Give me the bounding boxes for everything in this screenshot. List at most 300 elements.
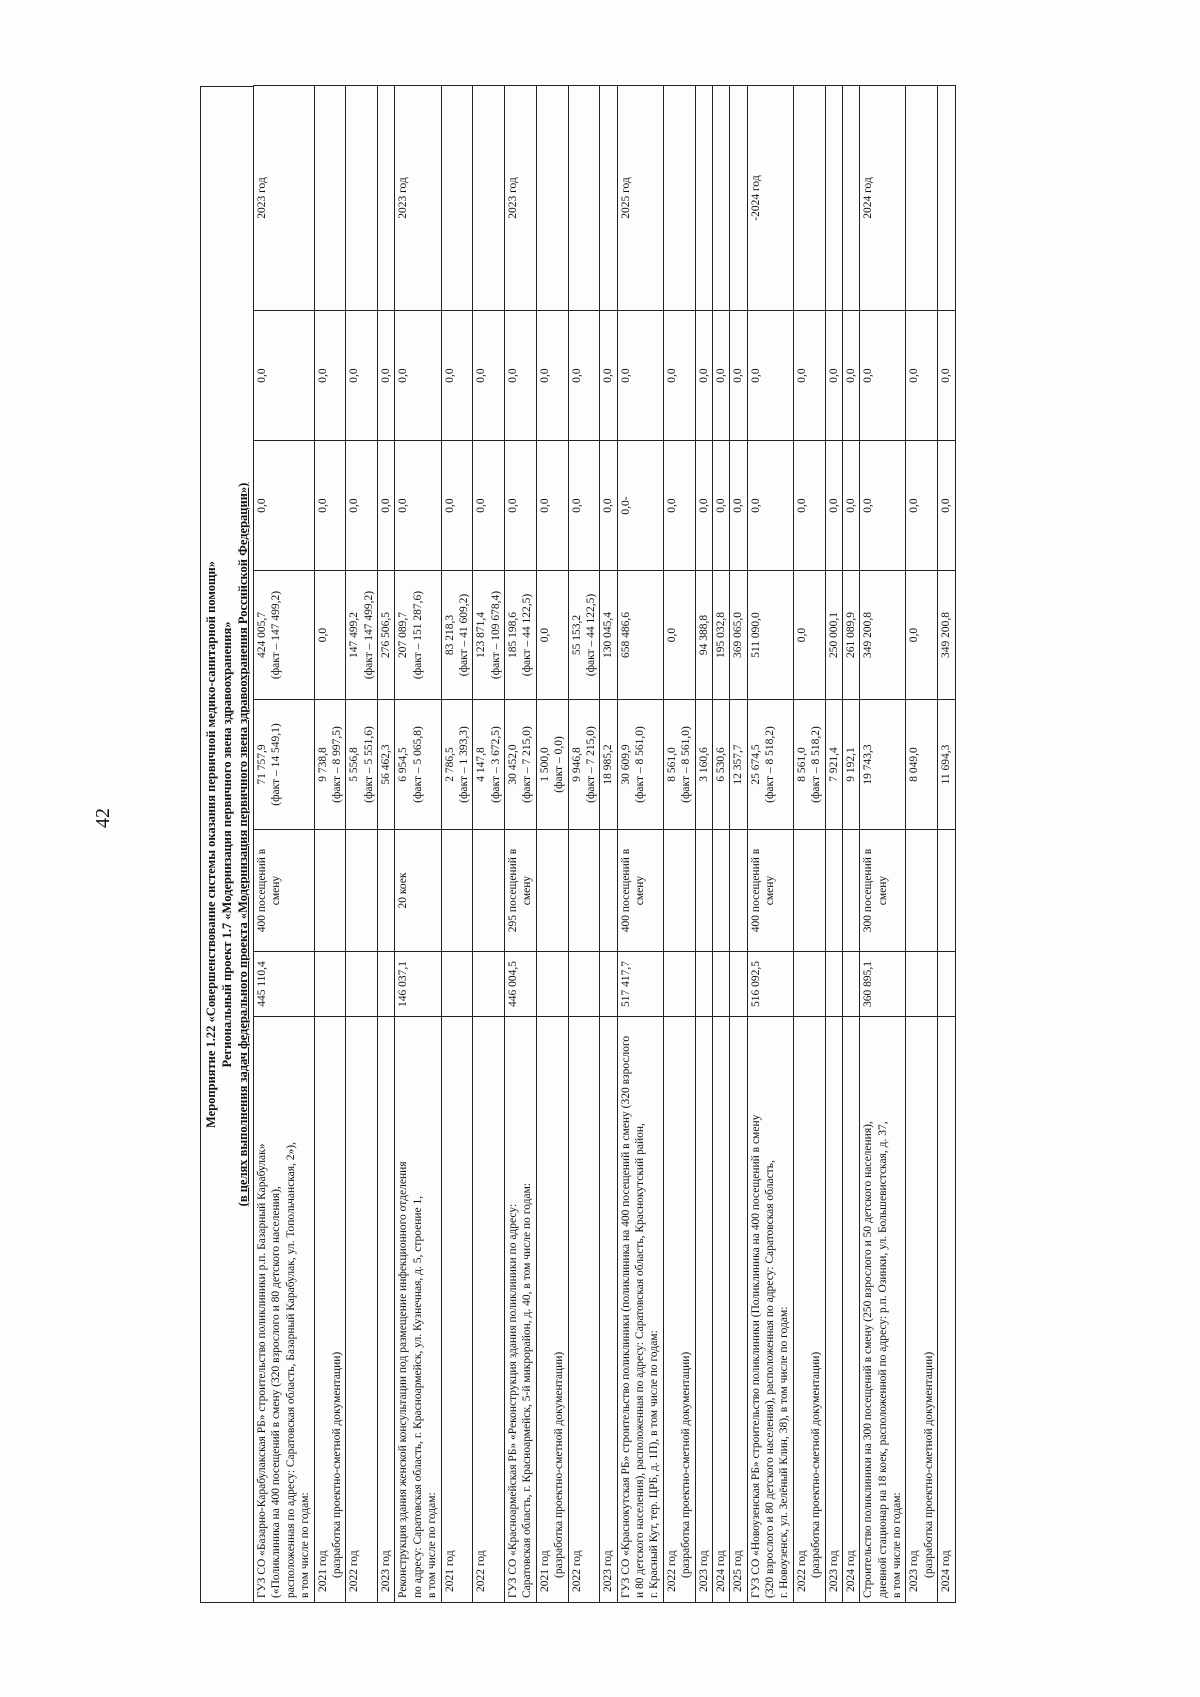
cell-c2 [473,571,505,700]
row-label: 2021 год [316,1550,329,1592]
cell-c2 [600,571,617,700]
cell-c3 [825,441,842,571]
cell-c3 [568,441,600,571]
cell-total [536,952,568,1017]
cell-capacity [842,830,859,952]
row-label: Реконструкция здания женской консультации под размещение инфекционного отделения по адресу: Саратовская область, г. Красноармейск, ул. Кузнечная, д. 5, строение 1, в том числе по годам: [397,1161,439,1598]
value-c1: 25 674,5 [749,744,762,785]
value-c3: 0,0 [862,498,875,513]
value-c2: 130 045,4 [602,612,615,658]
value-year: 2023 год [397,177,410,219]
cell-c4 [695,311,712,441]
cell-capacity [378,830,395,952]
value-c2: 0,0 [316,627,329,643]
table-row [378,86,395,1603]
cell-name [473,1017,505,1603]
activity-title: Мероприятие 1.22 «Совершенствование системы оказания первичной медико-санитарной помощи» [204,561,218,1128]
value-year: 2024 год [862,177,875,219]
fact-c1: (факт – 3 672,5) [489,726,502,803]
regional-project-title: Региональный проект 1.7 «Модернизация первичного звена здравоохранения» [220,621,234,1068]
value-c1: 8 561,0 [795,747,808,782]
table-row [536,86,568,1603]
cell-c4 [906,311,938,441]
value-c4: 0,0 [714,368,727,383]
value-c3: 0,0 [714,498,727,513]
value-c4: 0,0 [507,368,519,383]
cell-c2 [314,571,346,700]
value-c4: 0,0 [256,368,268,383]
cell-capacity [600,830,617,952]
page-number: 42 [92,808,114,828]
cell-year [860,86,906,311]
cell-name [793,1017,825,1603]
row-label: 2025 год [732,1550,745,1592]
cell-total [842,952,859,1017]
cell-name [346,1017,378,1603]
row-label: 2023 год [827,1550,840,1592]
cell-capacity [505,830,537,952]
row-label: 2022 год [570,1550,583,1592]
value-year: -2024 год [749,175,762,221]
fact-c1: (факт – 8 997,5) [330,726,343,803]
value-c2: 261 089,9 [844,612,857,658]
value-total: 360 895,1 [862,961,875,1007]
cell-c1 [346,700,378,830]
fact-c1: (факт – 7 215,0) [521,726,534,803]
cell-c2 [938,571,955,700]
value-c1: 71 757,9 [256,744,268,785]
cell-c1 [568,700,600,830]
cell-total [505,952,537,1017]
cell-total [441,952,473,1017]
cell-total [695,952,712,1017]
cell-c1 [395,700,441,830]
cell-c2 [730,571,747,700]
value-c2: 0,0 [665,627,678,643]
value-c2: 55 153,2 [570,614,583,656]
row-label: Строительство поликлиники на 300 посещений в смену (250 взрослого и 50 детского населения), дневной стационар на 18 коек, расположенной по адресу: р.п. Озинки, ул. Большевистская, д. 37, в том числе по годам: [862,1121,903,1598]
cell-capacity [712,830,729,952]
value-c2: 349 200,8 [940,612,953,658]
cell-c1 [712,700,729,830]
value-c4: 0,0 [602,368,615,383]
cell-total [712,952,729,1017]
cell-c3 [712,441,729,571]
cell-name [825,1017,842,1603]
row-label: 2024 год [940,1550,953,1592]
row-label: 2022 год [348,1550,361,1592]
fact-c2: (факт – 44 122,5) [584,593,597,677]
cell-c3 [730,441,747,571]
value-capacity: 300 посещений в смену [862,848,889,933]
cell-c1 [600,700,617,830]
cell-name [378,1017,395,1603]
value-c3: 0,0 [749,498,762,513]
cell-c2 [712,571,729,700]
value-c3: 0,0 [443,498,456,513]
table-row [395,86,441,1603]
cell-year [793,86,825,311]
value-c4: 0,0 [619,368,632,383]
cell-capacity [473,830,505,952]
fact-c2: (факт – 41 609,2) [457,593,470,677]
table-row [254,86,315,1603]
cell-name [695,1017,712,1603]
fact-c1: (факт – 8 561,0) [634,726,646,803]
table-row [842,86,859,1603]
value-c4: 0,0 [862,368,875,383]
value-year: 2025 год [619,177,632,219]
value-c2: 147 499,2 [348,612,361,658]
table-row [695,86,712,1603]
cell-c4 [617,311,663,441]
cell-year [730,86,747,311]
table-row [938,86,955,1603]
cell-c1 [793,700,825,830]
table-row [617,86,663,1603]
cell-year [663,86,695,311]
table-row [473,86,505,1603]
cell-c4 [938,311,955,441]
value-year: 2023 год [507,177,519,219]
value-c3: 0,0 [940,498,953,513]
cell-c1 [473,700,505,830]
cell-c3 [378,441,395,571]
cell-name [842,1017,859,1603]
value-c3: 0,0 [570,498,583,513]
cell-c2 [695,571,712,700]
cell-total [395,952,441,1017]
value-capacity: 400 посещений в смену [619,848,646,933]
value-c2: 185 198,6 [507,612,519,658]
cell-c4 [712,311,729,441]
cell-c1 [505,700,537,830]
value-c3: 0,0 [697,498,710,513]
cell-name [600,1017,617,1603]
cell-c4 [505,311,537,441]
value-c1: 12 357,7 [732,744,745,785]
fact-c1: (факт – 0,0) [553,736,566,793]
cell-year [842,86,859,311]
cell-c4 [314,311,346,441]
value-c3: 0,0 [348,498,361,513]
cell-total [663,952,695,1017]
cell-c4 [663,311,695,441]
cell-capacity [536,830,568,952]
fact-c2: (факт – 151 287,6) [411,590,424,680]
cell-year [473,86,505,311]
cell-capacity [568,830,600,952]
value-capacity: 20 коек [397,872,410,909]
cell-c1 [860,700,906,830]
value-c1: 6 954,5 [397,747,410,782]
cell-total [747,952,793,1017]
value-c4: 0,0 [827,368,840,383]
value-c3: 0,0 [256,498,268,513]
cell-capacity [346,830,378,952]
value-total: 446 004,5 [507,961,519,1007]
value-c2: 83 218,3 [443,614,456,656]
row-note: (разработка проектно-сметной документации) [810,1351,823,1578]
cell-name [730,1017,747,1603]
value-c4: 0,0 [316,368,329,383]
cell-name [938,1017,955,1603]
cell-c2 [536,571,568,700]
cell-name [536,1017,568,1603]
value-c4: 0,0 [570,368,583,383]
cell-c4 [730,311,747,441]
cell-capacity [730,830,747,952]
value-c4: 0,0 [795,368,808,383]
cell-name [860,1017,906,1603]
value-c1: 56 462,3 [380,744,392,785]
cell-total [617,952,663,1017]
cell-c1 [730,700,747,830]
row-label: 2023 год [602,1550,615,1592]
fact-c1: (факт – 5 065,8) [411,726,424,803]
cell-c1 [441,700,473,830]
cell-name [568,1017,600,1603]
federal-project-note: (в целях выполнения задач федерального проекта «Модернизация первичного звена здравоохранения Российской Федерации») [236,482,250,1207]
value-c3: 0,0 [538,498,551,513]
value-c2: 0,0 [795,627,808,643]
cell-year [695,86,712,311]
value-c1: 9 946,8 [570,747,583,782]
row-label: 2021 год [443,1550,456,1592]
value-c2: 94 388,8 [697,614,710,656]
value-capacity: 400 посещений в смену [256,848,283,933]
value-c3: 0,0 [316,498,329,513]
cell-c2 [617,571,663,700]
row-label: 2023 год [697,1550,710,1592]
cell-c4 [825,311,842,441]
cell-c1 [314,700,346,830]
row-label: 2024 год [714,1550,727,1592]
cell-year [314,86,346,311]
cell-c3 [346,441,378,571]
cell-c2 [906,571,938,700]
value-c2: 250 000,1 [827,612,840,658]
cell-c4 [568,311,600,441]
cell-capacity [254,830,315,952]
cell-c1 [906,700,938,830]
fact-c1: (факт – 8 518,2) [764,726,776,803]
value-c1: 9 192,1 [844,747,857,782]
cell-total [860,952,906,1017]
cell-c3 [441,441,473,571]
cell-c3 [938,441,955,571]
table-row [600,86,617,1603]
cell-name [712,1017,729,1603]
row-note: (разработка проектно-сметной документации) [330,1351,343,1578]
fact-c1: (факт – 1 393,3) [457,726,470,803]
cell-c1 [378,700,395,830]
cell-c3 [842,441,859,571]
row-note: (разработка проектно-сметной документации) [922,1351,935,1578]
cell-c3 [695,441,712,571]
cell-total [378,952,395,1017]
cell-c4 [793,311,825,441]
value-c4: 0,0 [908,368,921,383]
cell-name [617,1017,663,1603]
value-c1: 18 985,2 [602,744,615,785]
fact-c2: (факт – 44 122,5) [521,593,534,677]
cell-total [730,952,747,1017]
cell-capacity [314,830,346,952]
cell-c4 [395,311,441,441]
value-c3: 0,0 [602,498,615,513]
cell-c1 [747,700,793,830]
value-c3: 0,0 [507,498,519,513]
value-c2: 349 200,8 [862,612,875,658]
cell-c3 [395,441,441,571]
value-c1: 30 609,9 [619,744,632,785]
row-note: (разработка проектно-сметной документации) [680,1351,693,1578]
cell-total [793,952,825,1017]
cell-c2 [254,571,315,700]
cell-year [536,86,568,311]
value-c2: 195 032,8 [714,612,727,658]
cell-name [314,1017,346,1603]
row-label: 2023 год [908,1550,921,1592]
value-c2: 276 506,5 [380,612,392,658]
cell-c1 [536,700,568,830]
fact-c2: (факт – 109 678,4) [489,590,502,680]
cell-name [505,1017,537,1603]
cell-year [938,86,955,311]
table-row [825,86,842,1603]
cell-c1 [825,700,842,830]
cell-c3 [747,441,793,571]
rotated-table-page [200,86,1093,1603]
table-row [712,86,729,1603]
cell-name [254,1017,315,1603]
table-row [568,86,600,1603]
value-c1: 8 049,0 [908,747,921,782]
cell-name [663,1017,695,1603]
value-c1: 3 160,6 [697,747,710,782]
value-c3: 0,0 [795,498,808,513]
value-total: 517 417,7 [619,961,632,1007]
value-c2: 0,0 [538,627,551,643]
cell-c3 [793,441,825,571]
cell-year [254,86,315,311]
row-label: ГУЗ СО «Красноармейская РБ» «Реконструкция здания поликлиники по адресу: Саратовская область, г. Красноармейск, 5-й микрорайон, д. 40, в том числе по годам: [507,1182,534,1598]
value-capacity: 295 посещений в смену [507,848,534,933]
cell-capacity [663,830,695,952]
value-c2: 207 089,7 [397,612,410,658]
cell-year [617,86,663,311]
value-c4: 0,0 [538,368,551,383]
cell-c4 [254,311,315,441]
cell-year [906,86,938,311]
cell-total [825,952,842,1017]
cell-c4 [473,311,505,441]
table-row [663,86,695,1603]
value-total: 516 092,5 [749,961,762,1007]
cell-c4 [536,311,568,441]
row-label: 2023 год [380,1550,392,1592]
cell-c2 [441,571,473,700]
row-label: 2022 год [795,1550,808,1592]
cell-capacity [860,830,906,952]
cell-capacity [617,830,663,952]
cell-c2 [747,571,793,700]
cell-c2 [793,571,825,700]
row-label: ГУЗ СО «Новоузенская РБ» строительство поликлиники (Поликлиника на 400 посещений в смену (320 взрослого и 80 детского населения), расположенная по адресу: Саратовская область, г. Новоузенск, ул. Зелёный Клин, 38), в том числе по годам: [749,1114,791,1598]
row-label: ГУЗ СО «Базарно-Карабулакская РБ» строительство поликлиники р.п. Базарный Карабулак» («Поликлиника на 400 посещений в смену (320 взрослого и 80 детского населения), расположенная по адресу: Саратовская область, Базарный Карабулак, ул. Топольчанская, 2»), в том числе по годам: [256,1141,312,1598]
cell-c3 [254,441,315,571]
table-row [314,86,346,1603]
financing-table [253,85,956,1603]
value-c3: 0,0 [397,498,410,513]
table-row [747,86,793,1603]
value-c1: 1 500,0 [538,747,551,782]
value-c3: 0,0 [665,498,678,513]
cell-total [906,952,938,1017]
table-header [200,86,253,1603]
cell-c3 [600,441,617,571]
cell-c2 [395,571,441,700]
value-c3: 0,0 [844,498,857,513]
cell-c1 [254,700,315,830]
cell-name [906,1017,938,1603]
value-c3: 0,0- [619,496,632,515]
value-c1: 9 738,8 [316,747,329,782]
value-total: 146 037,1 [397,961,410,1007]
cell-c3 [906,441,938,571]
cell-c4 [747,311,793,441]
cell-c1 [617,700,663,830]
cell-year [346,86,378,311]
cell-c1 [663,700,695,830]
value-c2: 658 486,6 [619,612,632,658]
value-c4: 0,0 [443,368,456,383]
fact-c2: (факт – 147 499,2) [362,590,375,680]
cell-c2 [568,571,600,700]
value-c1: 7 921,4 [827,747,840,782]
value-c4: 0,0 [380,368,392,383]
value-c4: 0,0 [749,368,762,383]
cell-c3 [314,441,346,571]
cell-c4 [842,311,859,441]
cell-year [441,86,473,311]
cell-c2 [860,571,906,700]
table-body [254,86,956,1603]
fact-c1: (факт – 8 518,2) [810,726,823,803]
cell-c4 [378,311,395,441]
table-row [860,86,906,1603]
value-c3: 0,0 [827,498,840,513]
cell-c4 [441,311,473,441]
cell-capacity [441,830,473,952]
cell-c3 [860,441,906,571]
row-label: 2024 год [844,1550,857,1592]
fact-c1: (факт – 14 549,1) [270,723,283,806]
cell-c2 [346,571,378,700]
value-c4: 0,0 [665,368,678,383]
value-c1: 2 786,5 [443,747,456,782]
value-c2: 369 065,0 [732,612,745,658]
value-c4: 0,0 [697,368,710,383]
fact-c1: (факт – 8 561,0) [680,726,693,803]
cell-total [473,952,505,1017]
value-c1: 6 530,6 [714,747,727,782]
value-c4: 0,0 [940,368,953,383]
cell-c2 [505,571,537,700]
cell-c2 [825,571,842,700]
table-row [793,86,825,1603]
